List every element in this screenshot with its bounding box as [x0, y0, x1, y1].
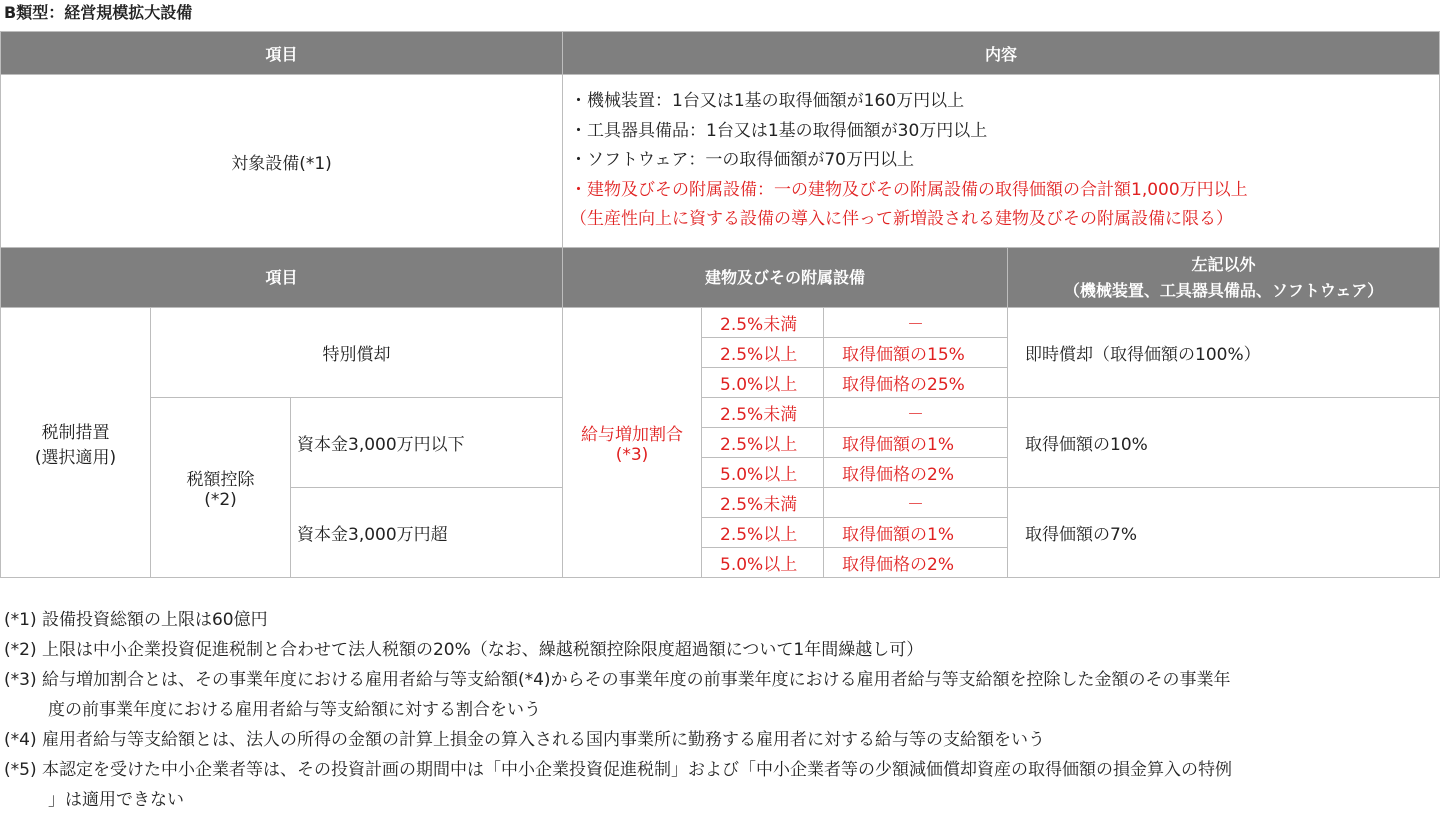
equipment-line-note: （生産性向上に資する設備の導入に伴って新増設される建物及びその附属設備に限る）	[570, 209, 1233, 230]
rate-cell: 5.0%以上	[702, 368, 824, 398]
value-cell: 取得価額の1%	[824, 428, 1008, 458]
wage-increase-rate	[563, 308, 702, 578]
rate-cell: 2.5%未満	[702, 398, 824, 428]
footnote-5: (*5) 本認定を受けた中小企業者等は、その投資計画の期間中は「中小企業投資促進税制」および「中小企業者等の少額減価償却資産の取得価額の損金算入の特例	[4, 760, 1232, 780]
tax-credit-label	[151, 398, 291, 578]
capital-under-label: 資本金3,000万円以下	[291, 398, 563, 488]
capital-over-label: 資本金3,000万円超	[291, 488, 563, 578]
rate-cell: 2.5%以上	[702, 428, 824, 458]
target-equipment-label: 対象設備(*1)	[1, 75, 563, 248]
equipment-line: ・機械装置：1台又は1基の取得価額が160万円以上	[570, 91, 965, 112]
other-value: 即時償却（取得価額の100%）	[1008, 308, 1440, 398]
special-depreciation: 特別償却	[151, 308, 563, 398]
header-content: 内容	[563, 32, 1440, 75]
target-equipment-table	[0, 31, 1440, 248]
footnote-3-cont: 度の前事業年度における雇用者給与等支給額に対する割合をいう	[48, 700, 541, 720]
equipment-line-building: ・建物及びその附属設備：一の建物及びその附属設備の取得価額の合計額1,000万円以上	[570, 179, 1248, 200]
footnote-1: (*1) 設備投資総額の上限は60億円	[4, 610, 268, 630]
header-other	[1008, 248, 1440, 308]
header-item: 項目	[1, 248, 563, 308]
tax-measure-table	[0, 247, 1440, 578]
rate-cell: 5.0%以上	[702, 458, 824, 488]
rate-cell: 2.5%以上	[702, 518, 824, 548]
other-value: 取得価額の10%	[1008, 398, 1440, 488]
rate-cell: 2.5%未満	[702, 308, 824, 338]
value-cell: －	[824, 488, 1008, 518]
rate-cell: 2.5%未満	[702, 488, 824, 518]
footnote-5-cont: 」は適用できない	[48, 790, 184, 810]
footnotes	[4, 605, 1232, 815]
rate-cell: 5.0%以上	[702, 548, 824, 578]
wage-rate-line2: (*3)	[615, 445, 649, 465]
footnote-2: (*2) 上限は中小企業投資促進税制と合わせて法人税額の20%（なお、繰越税額控除限度超過額について1年間繰越し可）	[4, 640, 924, 660]
other-value: 取得価額の7%	[1008, 488, 1440, 578]
wage-rate-line1: 給与増加割合	[581, 425, 684, 445]
tax-credit-line2: (*2)	[204, 490, 237, 510]
equipment-line: ・工具器具備品：1台又は1基の取得価額が30万円以上	[570, 120, 988, 141]
tax-measure-line2: (選択適用)	[34, 447, 117, 468]
value-cell: 取得価額の1%	[824, 518, 1008, 548]
page-title: B類型：経営規模拡大設備	[4, 3, 193, 22]
tax-credit-line1: 税額控除	[186, 470, 255, 490]
header-item: 項目	[1, 32, 563, 75]
value-cell: －	[824, 398, 1008, 428]
target-equipment-list	[563, 75, 1440, 248]
value-cell: －	[824, 308, 1008, 338]
equipment-line: ・ソフトウェア：一の取得価額が70万円以上	[570, 150, 914, 171]
tax-measure-label	[1, 308, 151, 578]
value-cell: 取得価額の15%	[824, 338, 1008, 368]
header-other-line1: 左記以外	[1191, 254, 1256, 274]
tax-measure-line1: 税制措置	[41, 422, 110, 443]
rate-cell: 2.5%以上	[702, 338, 824, 368]
value-cell: 取得価格の2%	[824, 458, 1008, 488]
value-cell: 取得価格の2%	[824, 548, 1008, 578]
footnote-4: (*4) 雇用者給与等支給額とは、法人の所得の金額の計算上損金の算入される国内事業所に勤務する雇用者に対する給与等の支給額をいう	[4, 730, 1045, 750]
footnote-3: (*3) 給与増加割合とは、その事業年度における雇用者給与等支給額(*4)からその事業年度の前事業年度における雇用者給与等支給額を控除した金額のその事業年	[4, 670, 1231, 690]
value-cell: 取得価格の25%	[824, 368, 1008, 398]
header-building: 建物及びその附属設備	[563, 248, 1008, 308]
header-other-line2: （機械装置、工具器具備品、ソフトウェア）	[1063, 280, 1384, 300]
